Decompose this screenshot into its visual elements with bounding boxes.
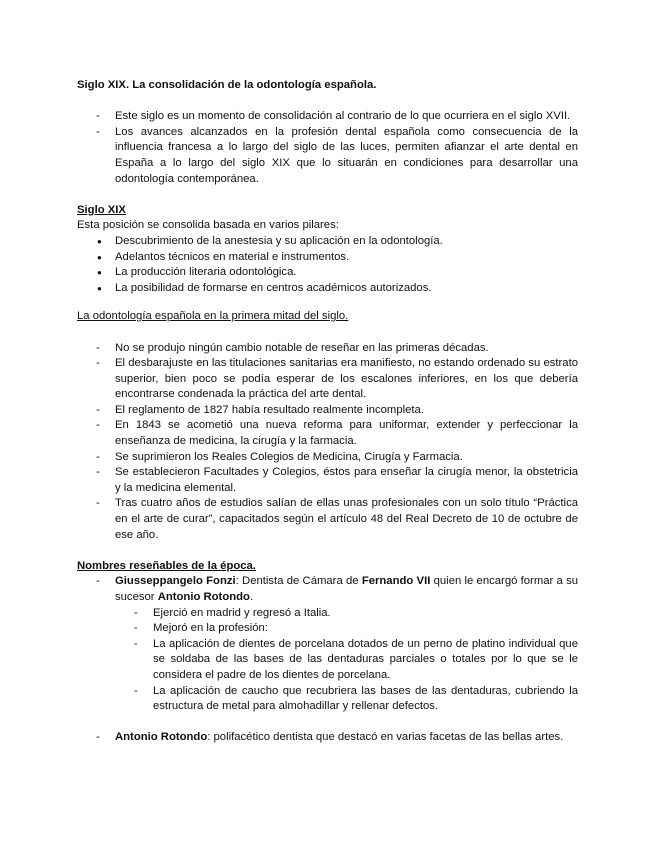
list-item: - Tras cuatro años de estudios salían de ellas unas profesionales con un solo título “Práctica en el arte de curar”, capacitados según el artículo 48 del Real Decreto de 10 de octubre de ese año. [77, 496, 578, 543]
nombres-dash-list [77, 574, 578, 605]
fonzi-sub-list [115, 606, 578, 637]
page-content [77, 78, 578, 746]
section-heading-siglo-xix: Siglo XIX [77, 203, 126, 216]
list-item: - Se establecieron Facultades y Colegios, éstos para enseñar la cirugía menor, la obstetricia y la medicina elemental. [77, 465, 578, 496]
list-item: - El reglamento de 1827 había resultado realmente incompleta. [77, 403, 578, 419]
name-antonio-rotondo: Antonio Rotondo [157, 591, 250, 603]
rotondo-dash-list [77, 730, 578, 746]
section-heading-siglo-xix-consolidacion: Siglo XIX. La consolidación de la odontología española. [77, 79, 377, 91]
list-item: - Los avances alcanzados en la profesión dental española como consecuencia de la influencia francesa a lo largo del siglo de las luces, permiten afianzar el arte dental en España a lo largo del siglo XIX que lo situarán en condiciones para desarrollar una odontología contemporánea. [77, 125, 578, 187]
rotondo-text: : polifacético dentista que destacó en varias facetas de las bellas artes. [207, 731, 564, 744]
list-item-rotondo [77, 730, 578, 746]
list-item: - Ejerció en madrid y regresó a Italia. [115, 606, 578, 622]
list-item: - La aplicación de dientes de porcelana dotados de un perno de platino individual que se soldaba de las bases de las dentaduras parciales o totales por lo que se le considera el padre de los dientes de porcelana. [115, 637, 578, 684]
list-item: - Se suprimieron los Reales Colegios de Medicina, Cirugía y Farmacia. [77, 450, 578, 466]
pilares-lead-text: Esta posición se consolida basada en varios pilares: [77, 219, 339, 232]
list-item: ● La posibilidad de formarse en centros académicos autorizados. [77, 281, 578, 297]
list-item: - En 1843 se acometió una nueva reforma para uniformar, extender y perfeccionar la enseñanza de medicina, la cirugía y la farmacia. [77, 418, 578, 449]
list-item: - No se produjo ningún cambio notable de reseñar en las primeras décadas. [77, 341, 578, 357]
list-item: ● Adelantos técnicos en material e instrumentos. [77, 250, 578, 266]
list-item: ● Descubrimiento de la anestesia y su aplicación en la odontología. [77, 234, 578, 250]
fonzi-subsub-list [115, 637, 578, 715]
intro-dash-list [77, 109, 578, 187]
pilares-bullet-list [77, 234, 578, 296]
fonzi-text-b: quien le encargó formar a su sucesor [115, 575, 579, 603]
name-rotondo: Antonio Rotondo [115, 731, 208, 744]
list-item: - Este siglo es un momento de consolidación al contrario de lo que ocurriera en el siglo XVII. [77, 109, 578, 125]
primera-mitad-dash-list [77, 341, 578, 544]
name-fonzi: Giusseppangelo Fonzi [115, 575, 236, 588]
section-heading-nombres: Nombres reseñables de la época. [77, 559, 256, 572]
list-item: - Mejoró en la profesión: [115, 621, 578, 637]
fonzi-text-a: : Dentista de Cámara de [235, 575, 362, 588]
section-heading-primera-mitad: La odontología española en la primera mitad del siglo. [77, 310, 349, 323]
fonzi-text-c: . [249, 591, 254, 603]
list-item-fonzi [77, 574, 578, 605]
list-item: ● La producción literaria odontológica. [77, 265, 578, 281]
name-fernando-vii: Fernando VII [361, 575, 431, 588]
list-item: - El desbarajuste en las titulaciones sanitarias era manifiesto, no estando ordenado su estrato superior, bien poco se podía esperar de los escalones inferiores, en los que debería encontrarse condenada la práctica del arte dental. [77, 356, 578, 403]
list-item: - La aplicación de caucho que recubriera las bases de las dentaduras, cubriendo la estructura de metal para almohadillar y rellenar defectos. [115, 684, 578, 715]
